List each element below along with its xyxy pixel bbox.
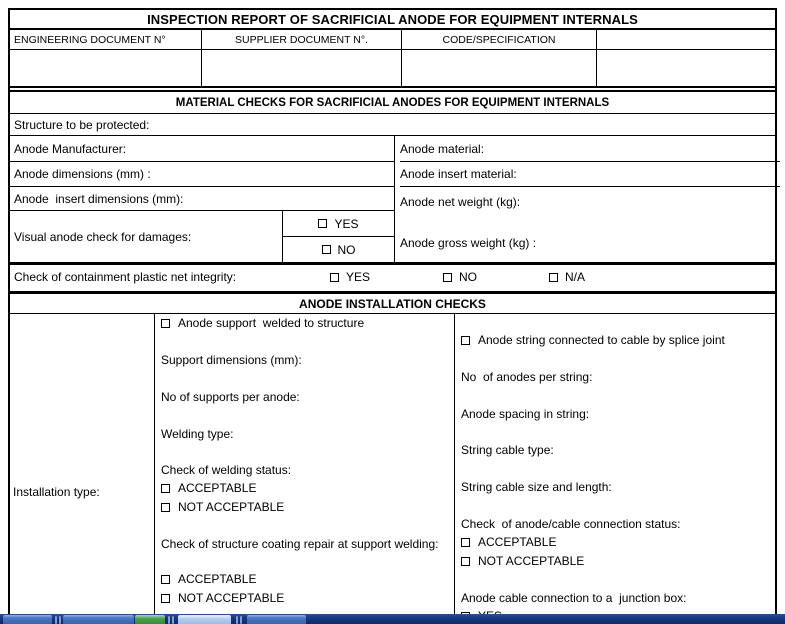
anode-support-welded-label: Anode support welded to structure	[178, 316, 365, 330]
string-cable-size-label: String cable size and length:	[461, 480, 612, 494]
containment-no-option[interactable]	[443, 270, 477, 284]
anode-string-splice-checkbox[interactable]	[461, 336, 470, 345]
engineering-document-label: ENGINEERING DOCUMENT N°	[10, 30, 202, 49]
junction-box-label: Anode cable connection to a junction box:	[461, 591, 687, 605]
visual-check-yes-label: YES	[334, 216, 359, 231]
installation-type-column	[10, 314, 155, 614]
containment-no-checkbox[interactable]	[443, 273, 452, 282]
anode-material-label: Anode material:	[400, 141, 485, 156]
supports-per-anode-label: No of supports per anode:	[161, 390, 300, 404]
welding-type-label: Welding type:	[161, 427, 234, 441]
visual-check-yes-checkbox[interactable]	[318, 219, 327, 228]
visual-check-no-option[interactable]	[283, 237, 394, 262]
taskbar-button-green[interactable]	[135, 615, 165, 624]
supplier-document-value-cell[interactable]	[202, 50, 402, 86]
material-checks-header: MATERIAL CHECKS FOR SACRIFICIAL ANODES FOR EQUIPMENT INTERNALS	[10, 90, 775, 114]
welding-status-label: Check of welding status:	[161, 463, 292, 477]
containment-no-label: NO	[459, 270, 477, 284]
cable-acceptable-checkbox[interactable]	[461, 538, 470, 547]
anodes-per-string-label: No of anodes per string:	[461, 370, 593, 384]
anode-string-splice-option[interactable]: Anode string connected to cable by splice joint	[461, 333, 771, 347]
installation-type-label: Installation type:	[13, 485, 100, 499]
visual-anode-check-row	[10, 211, 394, 262]
welding-not-acceptable-checkbox[interactable]	[161, 503, 170, 512]
taskbar-button-1[interactable]	[3, 615, 52, 624]
taskbar-button-active[interactable]	[178, 615, 231, 624]
coating-repair-acceptable-option[interactable]: ACCEPTABLE	[161, 572, 450, 586]
taskbar-separator	[236, 616, 238, 624]
visual-anode-check-label: Visual anode check for damages:	[14, 229, 192, 244]
installation-right-column	[455, 314, 775, 614]
welding-status-not-acceptable-option[interactable]: NOT ACCEPTABLE	[161, 500, 450, 514]
containment-na-checkbox[interactable]	[549, 273, 558, 282]
material-checks-grid	[10, 136, 775, 262]
anode-insert-dimensions-label: Anode insert dimensions (mm):	[14, 191, 184, 206]
material-left-column	[10, 136, 395, 262]
coating-repair-not-acceptable-option[interactable]: NOT ACCEPTABLE	[161, 591, 450, 605]
anode-dimensions-label: Anode dimensions (mm) :	[14, 167, 151, 181]
anode-dimensions-row	[10, 162, 394, 187]
containment-na-label: N/A	[565, 270, 586, 284]
containment-na-option[interactable]	[549, 270, 585, 284]
material-right-column	[395, 136, 775, 262]
visual-check-no-checkbox[interactable]	[322, 245, 331, 254]
anode-material-row	[400, 136, 780, 162]
installation-checks-grid	[10, 314, 775, 614]
welding-status-acceptable-option[interactable]: ACCEPTABLE	[161, 481, 450, 495]
coating-not-acceptable-checkbox[interactable]	[161, 594, 170, 603]
taskbar-button-3[interactable]	[247, 615, 306, 624]
anode-support-welded-option[interactable]	[161, 316, 450, 330]
cable-not-acceptable-checkbox[interactable]	[461, 557, 470, 566]
taskbar-separator	[55, 616, 57, 624]
taskbar-separator	[172, 616, 174, 624]
extra-value-cell[interactable]	[597, 50, 775, 86]
installation-checks-header: ANODE INSTALLATION CHECKS	[10, 294, 775, 314]
taskbar-separator	[168, 616, 170, 624]
engineering-document-value-cell[interactable]	[10, 50, 202, 86]
anode-manufacturer-row	[10, 136, 394, 162]
anode-support-welded-checkbox[interactable]	[161, 319, 170, 328]
anode-gross-weight-label: Anode gross weight (kg) :	[400, 236, 537, 250]
anode-spacing-label: Anode spacing in string:	[461, 407, 590, 421]
visual-check-yesno-column	[282, 211, 394, 262]
document-number-value-row	[10, 50, 775, 88]
welding-acceptable-checkbox[interactable]	[161, 484, 170, 493]
visual-check-no-label: NO	[337, 242, 356, 257]
anode-manufacturer-label: Anode Manufacturer:	[14, 141, 127, 156]
extra-header-cell	[597, 30, 775, 49]
containment-yes-option[interactable]	[330, 270, 370, 284]
code-specification-value-cell[interactable]	[402, 50, 597, 86]
anode-insert-dimensions-row	[10, 187, 394, 211]
structure-to-be-protected-label: Structure to be protected:	[14, 117, 150, 132]
cable-connection-acceptable-option[interactable]: ACCEPTABLE	[461, 535, 771, 549]
string-cable-type-label: String cable type:	[461, 443, 554, 457]
code-specification-label: CODE/SPECIFICATION	[402, 30, 597, 49]
anode-insert-material-label: Anode insert material:	[400, 167, 517, 181]
containment-check-label: Check of containment plastic net integrity:	[14, 270, 237, 284]
cable-connection-status-label: Check of anode/cable connection status:	[461, 517, 681, 531]
taskbar-separator	[59, 616, 61, 624]
taskbar-button-2[interactable]	[63, 615, 134, 624]
containment-check-row	[10, 265, 775, 291]
coating-repair-label: Check of structure coating repair at support welding:	[161, 537, 439, 551]
installation-middle-column	[155, 314, 455, 614]
containment-yes-label: YES	[346, 270, 371, 284]
supplier-document-label: SUPPLIER DOCUMENT N°.	[202, 30, 402, 49]
visual-check-yes-option[interactable]	[283, 211, 394, 237]
support-dimensions-label: Support dimensions (mm):	[161, 353, 302, 367]
taskbar-separator	[240, 616, 242, 624]
anode-insert-material-row	[400, 162, 780, 187]
cable-connection-not-acceptable-option[interactable]: NOT ACCEPTABLE	[461, 554, 771, 568]
document-number-header-row	[10, 30, 775, 50]
taskbar	[0, 614, 785, 624]
structure-to-be-protected-row	[10, 114, 775, 136]
anode-net-weight-label: Anode net weight (kg):	[400, 195, 521, 209]
coating-acceptable-checkbox[interactable]	[161, 575, 170, 584]
inspection-report-form	[8, 8, 777, 614]
containment-yes-checkbox[interactable]	[330, 273, 339, 282]
report-title: INSPECTION REPORT OF SACRIFICIAL ANODE FOR EQUIPMENT INTERNALS	[10, 8, 775, 30]
